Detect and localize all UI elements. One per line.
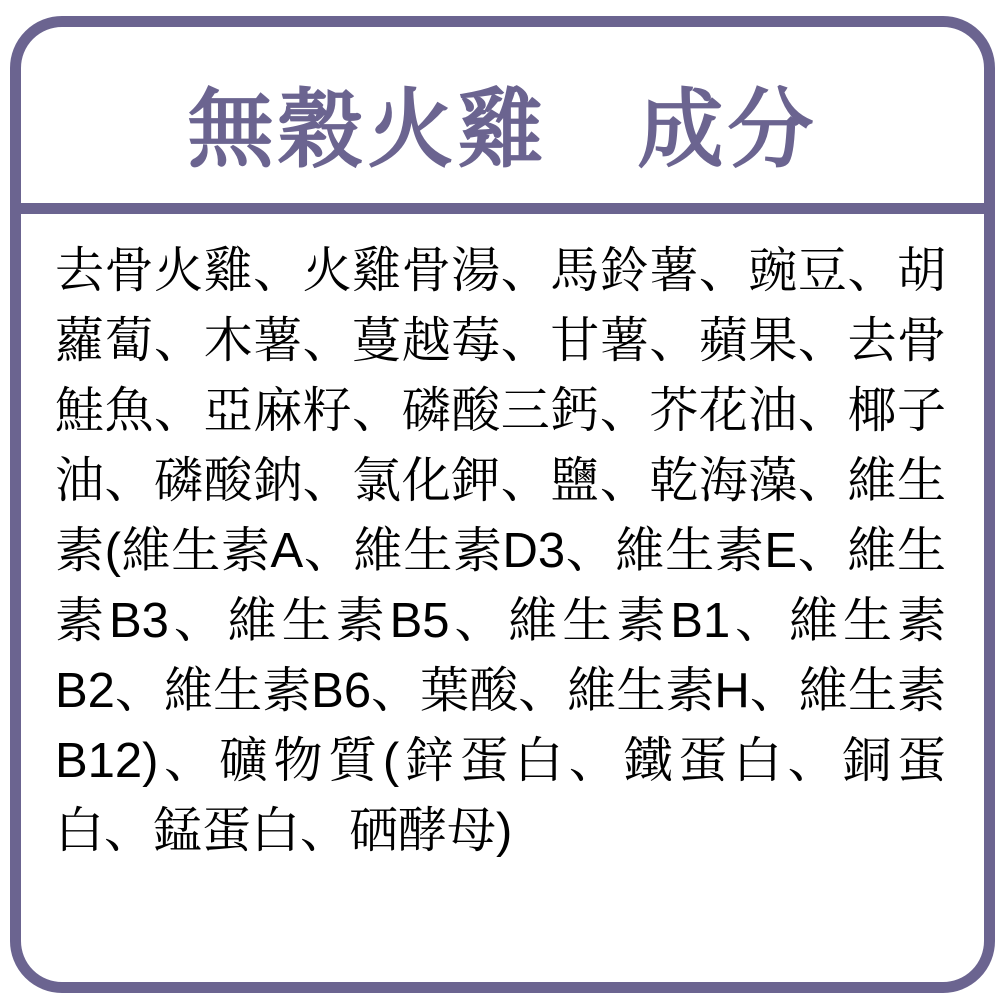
ingredients-line: 素(維生素A、維生素D3、維生素E、維生 — [55, 524, 946, 578]
title-section — [21, 27, 984, 203]
ingredients-line: 去骨火雞、火雞骨湯、馬鈴薯、豌豆、胡 — [55, 244, 946, 298]
ingredients-line: 蘿蔔、木薯、蔓越莓、甘薯、蘋果、去骨 — [55, 314, 946, 368]
ingredients-line: 白、錳蛋白、硒酵母) — [55, 804, 513, 858]
ingredients-line: 油、磷酸鈉、氯化鉀、鹽、乾海藻、維生 — [55, 454, 946, 508]
label-title: 無穀火雞 成分 — [187, 82, 818, 178]
ingredients-text — [21, 214, 984, 866]
label-frame — [10, 16, 995, 993]
ingredients-line: 素B3、維生素B5、維生素B1、維生素 — [55, 594, 946, 648]
ingredients-line: B12)、礦物質(鋅蛋白、鐵蛋白、銅蛋 — [55, 734, 946, 788]
ingredients-line: 鮭魚、亞麻籽、磷酸三鈣、芥花油、椰子 — [55, 384, 946, 438]
ingredients-line: B2、維生素B6、葉酸、維生素H、維生素 — [55, 664, 946, 718]
title-divider — [21, 203, 984, 214]
